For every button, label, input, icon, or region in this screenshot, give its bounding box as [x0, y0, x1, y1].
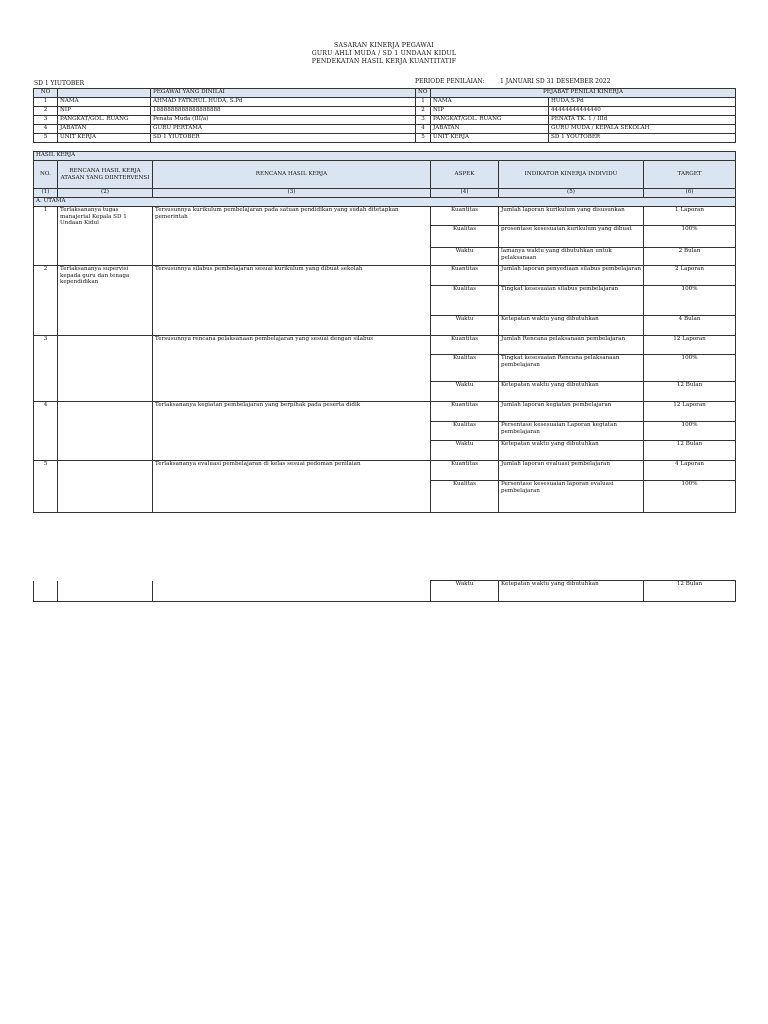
item-no: 1	[34, 207, 58, 266]
left-title: PEGAWAI YANG DINILAI	[151, 89, 416, 98]
item-atasan	[58, 402, 153, 461]
doc-approach: PENDEKATAN HASIL KERJA KUANTITATIF	[311, 58, 457, 65]
item-no: 5	[34, 461, 58, 513]
column-number-row: (1) (2) (3) (4) (5) (6)	[34, 189, 736, 198]
item-atasan: Terlaksananya supervisi kepada guru dan tenaga kependidikan	[58, 266, 153, 336]
hasil-kerja-table	[33, 151, 736, 513]
table-row: Waktu lamanya waktu yang dibutuhkan untuk pelaksanaan 2 Bulan	[34, 248, 736, 266]
doc-subtitle: GURU AHLI MUDA / SD 1 UNDAAN KIDUL	[311, 50, 457, 57]
identity-row: 2 NIP 1888888888888888888 2 NIP 44444444444440	[34, 107, 736, 116]
item-rencana: Terlaksananya kegiatan pembelajaran yang berpihak pada peserta didik	[153, 402, 431, 461]
unit-label: SD 1 YIUTOBER	[34, 80, 85, 87]
table-row: Kualitas Tingkat kesesuaian Rencana pelaksanaan pembelajaran 100%	[34, 355, 736, 382]
item-rencana: Tersusunnya kurikulum pembelajaran pada satuan pendidikan yang sudah ditetapkan pemerintah	[153, 207, 431, 266]
identity-row: 5 UNIT KERJA SD 1 YIUTOBER 5 UNIT KERJA SD 1 YOUTOBER	[34, 134, 736, 143]
item-rencana: Tersusunnya rencana pelaksanaan pembelajaran yang sesuai dengan silabus	[153, 336, 431, 402]
item-rencana: Tersusunnya silabus pembelajaran sesuai kurikulum yang dibuat sekolah	[153, 266, 431, 336]
table-row: 2 Terlaksananya supervisi kepada guru dan tenaga kependidikan Tersusunnya silabus pembelajaran sesuai kurikulum yang dibuat sekolah Kuantitas Jumlah laporan penyediaan silabus pembelajaran 2 Laporan	[34, 266, 736, 286]
item-no: 3	[34, 336, 58, 402]
item-atasan: Terlaksananya tugas manajerial Kepala SD 1 Undaan Kidul	[58, 207, 153, 266]
table-row: Kualitas Tingkat kesesuaian silabus pembelajaran 100%	[34, 286, 736, 316]
item-atasan	[58, 336, 153, 402]
column-header-row	[34, 161, 736, 189]
table-row: 5 Terlaksananya evaluasi pembelajaran di kelas sesuai pedoman penilaian Kuantitas Jumlah laporan evaluasi pembelajaran 4 Laporan	[34, 461, 736, 481]
col-rencana: RENCANA HASIL KERJA	[153, 161, 431, 189]
identity-table	[33, 88, 736, 143]
continuation-table	[33, 580, 736, 602]
identity-row: 3 PANGKAT/GOL. RUANG Penata Muda (III/a) 3 PANGKAT/GOL. RUANG PENATA TK. 1 / IIId	[34, 116, 736, 125]
table-row: 3 Tersusunnya rencana pelaksanaan pembelajaran yang sesuai dengan silabus Kuantitas Jumlah Rencana pelaksanaan pembelajaran 12 Laporan	[34, 336, 736, 355]
identity-no-header: NO	[34, 89, 58, 98]
table-row: Waktu Ketepatan waktu yang dibutuhkan 12 Bulan	[34, 382, 736, 402]
table-row: Waktu Ketepatan waktu yang dibutuhkan 12 Bulan	[34, 581, 736, 602]
item-atasan	[58, 461, 153, 513]
periode-value: 1 JANUARI SD 31 DESEMBER 2022	[500, 78, 611, 85]
right-title: PEJABAT PENILAI KINERJA	[431, 89, 736, 98]
identity-row: 1 NAMA AHMAD FATKHUL HUDA, S.Pd 1 NAMA HUDA,S.Pd	[34, 98, 736, 107]
table-row: 1 Terlaksananya tugas manajerial Kepala SD 1 Undaan Kidul Tersusunnya kurikulum pembelajaran pada satuan pendidikan yang sudah ditetapkan pemerintah Kuantitas Jumlah laporan kurikulum yang disusunkan 1 Laporan	[34, 207, 736, 226]
col-rencana-atasan: RENCANA HASIL KERJA ATASAN YANG DIINTERVENSI	[58, 161, 153, 189]
item-no: 4	[34, 402, 58, 461]
col-aspek: ASPEK	[431, 161, 499, 189]
table-row: Kualitas prosentase kesesuaian kurikulum yang dibuat 100%	[34, 226, 736, 248]
table-row: Waktu Ketepatan waktu yang dibutuhkan 4 Bulan	[34, 316, 736, 336]
doc-title: SASARAN KINERJA PEGAWAI	[334, 42, 434, 49]
section-a-label: A. UTAMA	[34, 198, 736, 207]
item-no: 2	[34, 266, 58, 336]
table-row: Kualitas Persentase kesesuaian laporan evaluasi pembelajaran 100%	[34, 481, 736, 513]
table-row: Kualitas Persentase kesesuaian Laporan kegiatan pembelajaran 100%	[34, 422, 736, 441]
identity-row: 4 JABATAN GURU PERTAMA 4 JABATAN GURU MUDA / KEPALA SEKOLAH	[34, 125, 736, 134]
item-rencana: Terlaksananya evaluasi pembelajaran di kelas sesuai pedoman penilaian	[153, 461, 431, 513]
col-target: TARGET	[644, 161, 736, 189]
periode-label: PERIODE PENILAIAN:	[415, 78, 485, 85]
identity-header-row	[34, 89, 736, 98]
identity-no-header-right: NO	[416, 89, 431, 98]
table-row: Waktu Ketepatan waktu yang dibutuhkan 12 Bulan	[34, 441, 736, 461]
col-no: NO.	[34, 161, 58, 189]
col-indikator: INDIKATOR KINERJA INDIVIDU	[499, 161, 644, 189]
hasil-kerja-label: HASIL KERJA	[34, 152, 736, 161]
table-row: 4 Terlaksananya kegiatan pembelajaran yang berpihak pada peserta didik Kuantitas Jumlah laporan kegiatan pembelajaran 12 Laporan	[34, 402, 736, 422]
